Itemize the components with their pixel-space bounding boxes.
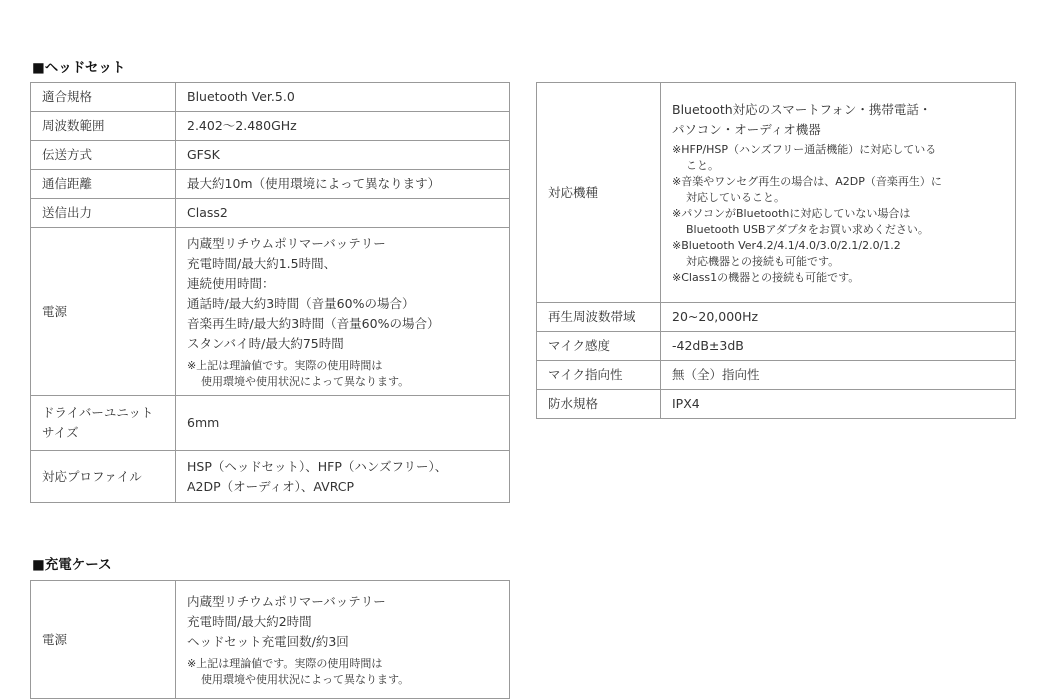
table-row [31, 83, 510, 112]
spec-value [176, 451, 510, 503]
case-power-note: 使用環境や使用状況によって異なります。 [201, 672, 410, 686]
compatible-note: ※HFP/HSP（ハンズフリー通話機能）に対応している [672, 142, 937, 156]
compatible-note: 対応していること。 [686, 190, 785, 204]
case-power-note: ※上記は理論値です。実際の使用時間は [187, 656, 383, 670]
compatible-note: ※パソコンがBluetoothに対応していない場合は [672, 206, 911, 220]
table-row [31, 581, 510, 699]
spec-label: 適合規格 [31, 83, 176, 112]
compatible-notes [672, 142, 1015, 286]
headset-spec-table [30, 82, 510, 503]
spec-value: -42dB±3dB [661, 332, 1016, 361]
spec-label: 通信距離 [31, 170, 176, 199]
spec-label: マイク指向性 [537, 361, 661, 390]
spec-label: 伝送方式 [31, 141, 176, 170]
power-line: 音楽再生時/最大約3時間（音量60%の場合） [187, 315, 440, 331]
spec-label: マイク感度 [537, 332, 661, 361]
spec-value [176, 228, 510, 396]
spec-value: 最大約10m（使用環境によって異なります） [176, 170, 510, 199]
compatible-note: 対応機器との接続も可能です。 [686, 254, 840, 268]
table-row [31, 396, 510, 451]
table-row [31, 141, 510, 170]
table-row [537, 303, 1016, 332]
spec-value: Class2 [176, 199, 510, 228]
case-power-line: ヘッドセット充電回数/約3回 [187, 633, 349, 649]
profile-line: HSP（ヘッドセット）、HFP（ハンズフリー）、 [187, 458, 448, 474]
spec-value: 2.402～2.480GHz [176, 112, 510, 141]
case-section-title: ■充電ケース [32, 557, 112, 573]
table-row [31, 199, 510, 228]
compatibility-spec-table [536, 82, 1016, 419]
spec-label: 防水規格 [537, 390, 661, 419]
spec-label [31, 396, 176, 451]
spec-label: 周波数範囲 [31, 112, 176, 141]
compatible-line: Bluetooth対応のスマートフォン・携帯電話・ [672, 101, 932, 117]
table-row [31, 451, 510, 503]
compatible-line: パソコン・オーディオ機器 [672, 121, 821, 137]
spec-value [661, 83, 1016, 303]
table-row [537, 361, 1016, 390]
headset-section-title: ■ヘッドセット [32, 60, 126, 76]
compatible-note: ※Class1の機器との接続も可能です。 [672, 270, 860, 284]
compatible-note: こと。 [686, 158, 719, 172]
spec-value: 無（全）指向性 [661, 361, 1016, 390]
power-line: 充電時間/最大約1.5時間、 [187, 255, 337, 271]
spec-label: 対応プロファイル [31, 451, 176, 503]
table-row [537, 332, 1016, 361]
driver-label-line: サイズ [42, 425, 79, 440]
spec-label: 電源 [31, 228, 176, 396]
compatible-note: ※音楽やワンセグ再生の場合は、A2DP（音楽再生）に [672, 174, 942, 188]
table-row [31, 170, 510, 199]
case-power-line: 内蔵型リチウムポリマーバッテリー [187, 593, 386, 609]
spec-label: 対応機種 [537, 83, 661, 303]
power-line: スタンバイ時/最大約75時間 [187, 335, 344, 351]
table-row [537, 83, 1016, 303]
case-spec-table [30, 580, 510, 699]
table-row [537, 390, 1016, 419]
power-note: 使用環境や使用状況によって異なります。 [201, 374, 410, 388]
spec-value: 6mm [176, 396, 510, 451]
spec-value: IPX4 [661, 390, 1016, 419]
spec-value: GFSK [176, 141, 510, 170]
spec-label: 電源 [31, 581, 176, 699]
power-line: 内蔵型リチウムポリマーバッテリー [187, 235, 386, 251]
spec-label: 再生周波数帯域 [537, 303, 661, 332]
compatible-note: Bluetooth USBアダプタをお買い求めください。 [686, 222, 929, 236]
driver-label-line: ドライバーユニット [42, 405, 154, 420]
spec-value: Bluetooth Ver.5.0 [176, 83, 510, 112]
power-line: 連続使用時間： [187, 275, 275, 291]
spec-value: 20~20,000Hz [661, 303, 1016, 332]
spec-value [176, 581, 510, 699]
table-row [31, 112, 510, 141]
power-line: 通話時/最大約3時間（音量60%の場合） [187, 295, 415, 311]
case-power-line: 充電時間/最大約2時間 [187, 613, 312, 629]
power-note: ※上記は理論値です。実際の使用時間は [187, 358, 383, 372]
spec-label: 送信出力 [31, 199, 176, 228]
profile-line: A2DP（オーディオ）、AVRCP [187, 478, 355, 494]
table-row [31, 228, 510, 396]
compatible-note: ※Bluetooth Ver4.2/4.1/4.0/3.0/2.1/2.0/1.2 [672, 238, 901, 252]
